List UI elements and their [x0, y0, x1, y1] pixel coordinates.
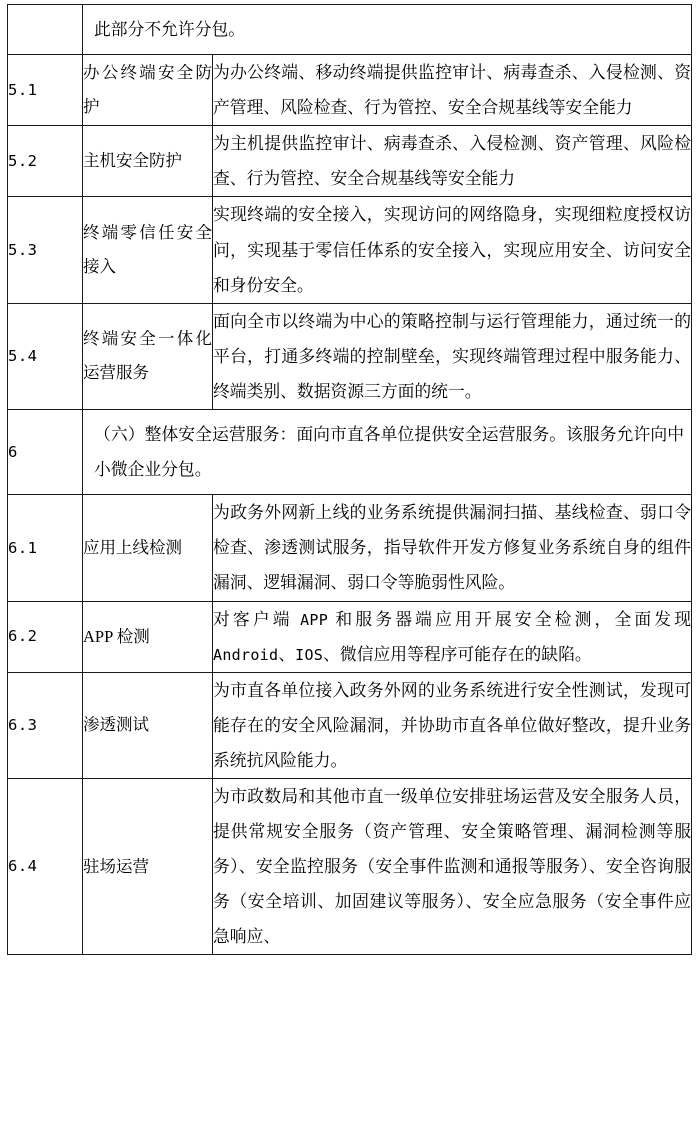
- table-row: [8, 410, 692, 495]
- row-number-cell: 5.4: [8, 303, 83, 409]
- row-name-cell: 终端安全一体化运营服务: [83, 303, 213, 409]
- row-description-cell: 为政务外网新上线的业务系统提供漏洞扫描、基线检查、弱口令检查、渗透测试服务，指导软件开发方修复业务系统自身的组件漏洞、逻辑漏洞、弱口令等脆弱性风险。: [213, 495, 692, 601]
- row-number-cell: 5.2: [8, 126, 83, 197]
- row-description-cell: 为办公终端、移动终端提供监控审计、病毒查杀、入侵检测、资产管理、风险检查、行为管控、安全合规基线等安全能力: [213, 55, 692, 126]
- row-description-cell: 面向全市以终端为中心的策略控制与运行管理能力，通过统一的平台，打通多终端的控制壁垒，实现终端管理过程中服务能力、终端类别、数据资源三方面的统一。: [213, 303, 692, 409]
- row-name-cell: 主机安全防护: [83, 126, 213, 197]
- row-number-cell: 5.3: [8, 197, 83, 303]
- row-description-cell: 此部分不允许分包。: [83, 5, 692, 55]
- row-number-cell: 6: [8, 410, 83, 495]
- row-description-cell: 为市政数局和其他市直一级单位安排驻场运营及安全服务人员，提供常规安全服务（资产管理、安全策略管理、漏洞检测等服务）、安全监控服务（安全事件监测和通报等服务）、安全咨询服务（安全培训、加固建议等服务）、安全应急服务（安全事件应急响应、: [213, 778, 692, 954]
- row-description-cell: 为市直各单位接入政务外网的业务系统进行安全性测试，发现可能存在的安全风险漏洞，并协助市直各单位做好整改，提升业务系统抗风险能力。: [213, 672, 692, 778]
- table-row: [8, 126, 692, 197]
- row-number-cell: 6.3: [8, 672, 83, 778]
- table-row: [8, 5, 692, 55]
- row-name-cell: 驻场运营: [83, 778, 213, 954]
- row-name-cell: APP 检测: [83, 601, 213, 672]
- table-row: [8, 303, 692, 409]
- row-description-cell: 为主机提供监控审计、病毒查杀、入侵检测、资产管理、风险检查、行为管控、安全合规基线等安全能力: [213, 126, 692, 197]
- table-row: [8, 197, 692, 303]
- row-name-cell: 应用上线检测: [83, 495, 213, 601]
- row-number-cell: [8, 5, 83, 55]
- table-row: [8, 672, 692, 778]
- row-name-cell: 终端零信任安全接入: [83, 197, 213, 303]
- row-description-cell: （六）整体安全运营服务：面向市直各单位提供安全运营服务。该服务允许向中小微企业分包。: [83, 410, 692, 495]
- row-name-cell: 渗透测试: [83, 672, 213, 778]
- row-number-cell: 6.1: [8, 495, 83, 601]
- requirements-table: [7, 4, 692, 955]
- table-row: [8, 601, 692, 672]
- table-row: [8, 55, 692, 126]
- table-row: [8, 778, 692, 954]
- table-row: [8, 495, 692, 601]
- row-description-cell: 对客户端 APP 和服务器端应用开展安全检测，全面发现 Android、IOS、微信应用等程序可能存在的缺陷。: [213, 601, 692, 672]
- row-number-cell: 6.4: [8, 778, 83, 954]
- row-description-cell: 实现终端的安全接入，实现访问的网络隐身，实现细粒度授权访问，实现基于零信任体系的安全接入，实现应用安全、访问安全和身份安全。: [213, 197, 692, 303]
- row-number-cell: 5.1: [8, 55, 83, 126]
- row-number-cell: 6.2: [8, 601, 83, 672]
- row-name-cell: 办公终端安全防护: [83, 55, 213, 126]
